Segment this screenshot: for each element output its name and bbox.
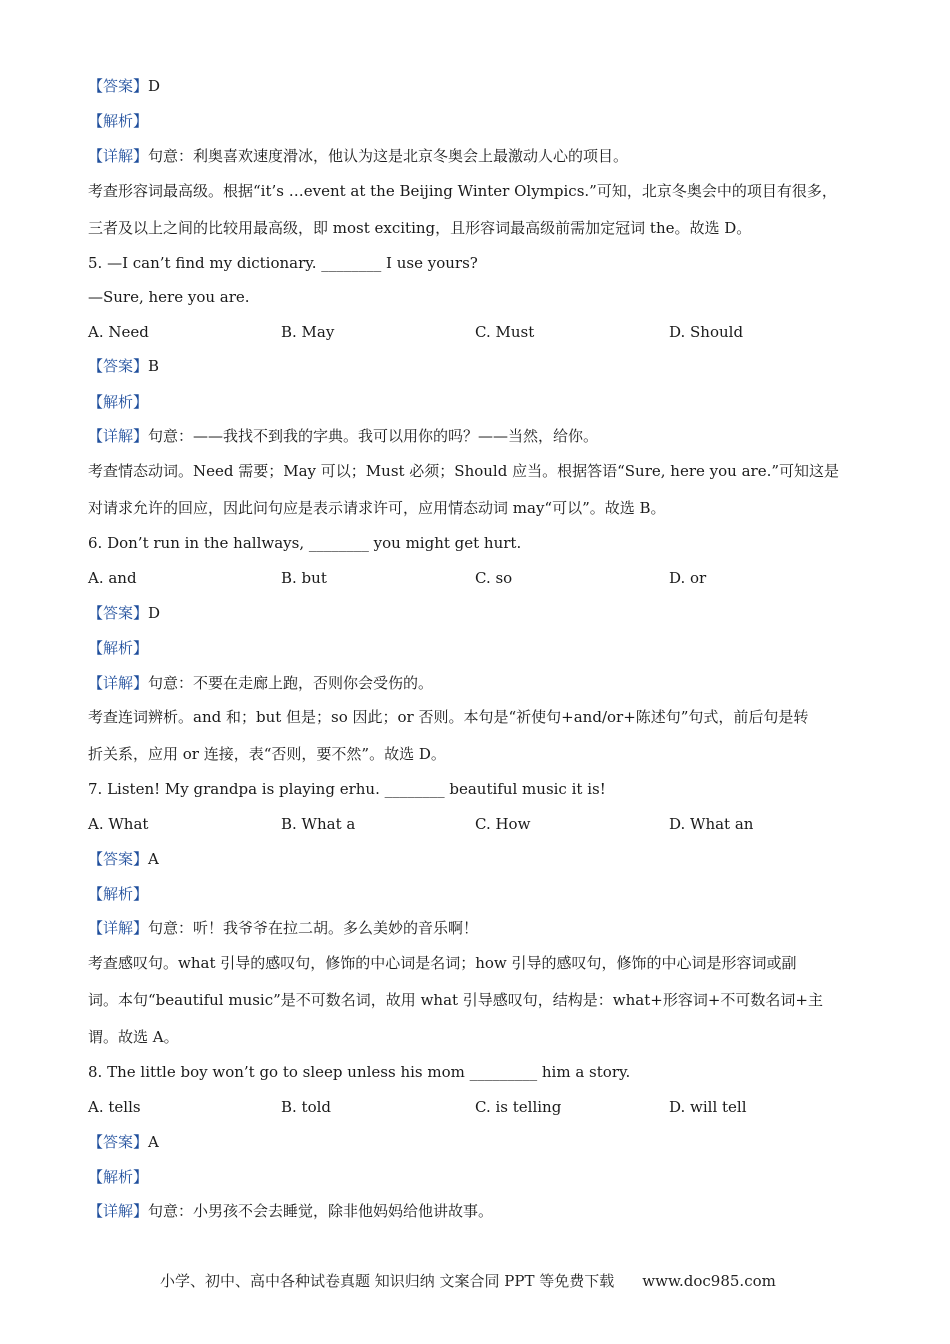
- q5-stem-2: —Sure, here you are.: [88, 288, 250, 306]
- q5-analysis-tag: 【解析】: [88, 393, 149, 411]
- footer-text: 小学、初中、高中各种试卷真题 知识归纳 文案合同 PPT 等免费下载: [160, 1272, 615, 1290]
- q5-expl-2: 对请求允许的回应，因此问句应是表示请求许可，应用情态动词 may“可以”。故选 B。: [88, 499, 666, 517]
- q6-expl-2: 折关系，应用 or 连接，表“否则，要不然”。故选 D。: [88, 745, 446, 763]
- q7-option-d: D. What an: [669, 815, 754, 833]
- q7-stem: 7. Listen! My grandpa is playing erhu. ________ beautiful music it is!: [88, 780, 606, 798]
- q7-option-a: A. What: [88, 815, 149, 833]
- q6-option-d: D. or: [669, 569, 707, 587]
- q4-detail-line: [88, 146, 628, 166]
- q5-detail: 句意：——我找不到我的字典。我可以用你的吗？——当然，给你。: [148, 427, 599, 445]
- q5-option-d: D. Should: [669, 323, 744, 341]
- q8-answer-line: 【答案】A: [88, 1133, 159, 1151]
- q8-option-d: D. will tell: [669, 1098, 747, 1116]
- detail-tag: 【详解】: [88, 147, 149, 165]
- q6-option-a: A. and: [88, 569, 137, 587]
- page-footer: [160, 1270, 776, 1291]
- q7-answer-line: 【答案】A: [88, 850, 159, 868]
- q5-expl-1: 考查情态动词。Need 需要；May 可以；Must 必须；Should 应当。根据答语“Sure, here you are.”可知这是: [88, 462, 840, 480]
- q4-expl-2: 三者及以上之间的比较用最高级，即 most exciting，且形容词最高级前需加定冠词 the。故选 D。: [88, 219, 752, 237]
- q5-option-b: B. May: [281, 323, 335, 341]
- q6-analysis-tag: 【解析】: [88, 639, 149, 657]
- q7-expl-1: 考查感叹句。what 引导的感叹句，修饰的中心词是名词；how 引导的感叹句，修饰的中心词是形容词或副: [88, 954, 797, 972]
- q8-analysis-tag: 【解析】: [88, 1168, 149, 1186]
- q4-expl-1: 考查形容词最高级。根据“it’s …event at the Beijing Winter Olympics.”可知，北京冬奥会中的项目有很多，: [88, 182, 837, 200]
- q6-option-c: C. so: [475, 569, 513, 587]
- q6-answer-line: 【答案】D: [88, 604, 161, 622]
- q8-option-c: C. is telling: [475, 1098, 562, 1116]
- q7-answer: A: [148, 850, 159, 868]
- q7-expl-2: 词。本句“beautiful music”是不可数名词，故用 what 引导感叹句，结构是：what+形容词+不可数名词+主: [88, 991, 823, 1009]
- q5-answer: B: [148, 357, 160, 375]
- q6-expl-1: 考查连词辨析。and 和；but 但是；so 因此；or 否则。本句是“祈使句+and/or+陈述句”句式，前后句是转: [88, 708, 809, 726]
- q4-answer: D: [148, 77, 161, 95]
- q7-analysis-tag: 【解析】: [88, 885, 149, 903]
- q8-detail-line: 【详解】句意：小男孩不会去睡觉，除非他妈妈给他讲故事。: [88, 1202, 494, 1220]
- q6-answer: D: [148, 604, 161, 622]
- q4-detail: 句意：利奥喜欢速度滑冰，他认为这是北京冬奥会上最激动人心的项目。: [148, 147, 629, 165]
- q7-detail: 句意：听！我爷爷在拉二胡。多么美妙的音乐啊！: [148, 919, 479, 937]
- q6-stem: 6. Don’t run in the hallways, ________ you might get hurt.: [88, 534, 522, 552]
- q8-detail: 句意：小男孩不会去睡觉，除非他妈妈给他讲故事。: [148, 1202, 494, 1220]
- footer-url[interactable]: www.doc985.com: [642, 1272, 776, 1290]
- q5-answer-line: 【答案】B: [88, 357, 160, 375]
- q7-expl-3: 谓。故选 A。: [88, 1028, 179, 1046]
- q7-option-c: C. How: [475, 815, 531, 833]
- q5-option-c: C. Must: [475, 323, 535, 341]
- q5-option-a: A. Need: [88, 323, 149, 341]
- q8-option-b: B. told: [281, 1098, 332, 1116]
- q8-stem: 8. The little boy won’t go to sleep unless his mom _________ him a story.: [88, 1063, 631, 1081]
- q6-detail-line: 【详解】句意：不要在走廊上跑，否则你会受伤的。: [88, 674, 434, 692]
- q5-detail-line: 【详解】句意：——我找不到我的字典。我可以用你的吗？——当然，给你。: [88, 427, 599, 445]
- q6-detail: 句意：不要在走廊上跑，否则你会受伤的。: [148, 674, 434, 692]
- q6-option-b: B. but: [281, 569, 327, 587]
- q7-detail-line: 【详解】句意：听！我爷爷在拉二胡。多么美妙的音乐啊！: [88, 919, 479, 937]
- q7-option-b: B. What a: [281, 815, 356, 833]
- q4-answer-line: [88, 76, 160, 96]
- q8-option-a: A. tells: [88, 1098, 141, 1116]
- q4-analysis-tag: 【解析】: [88, 112, 149, 130]
- q5-stem: 5. —I can’t find my dictionary. ________ I use yours?: [88, 254, 478, 272]
- answer-tag: 【答案】: [88, 77, 149, 95]
- q8-answer: A: [148, 1133, 159, 1151]
